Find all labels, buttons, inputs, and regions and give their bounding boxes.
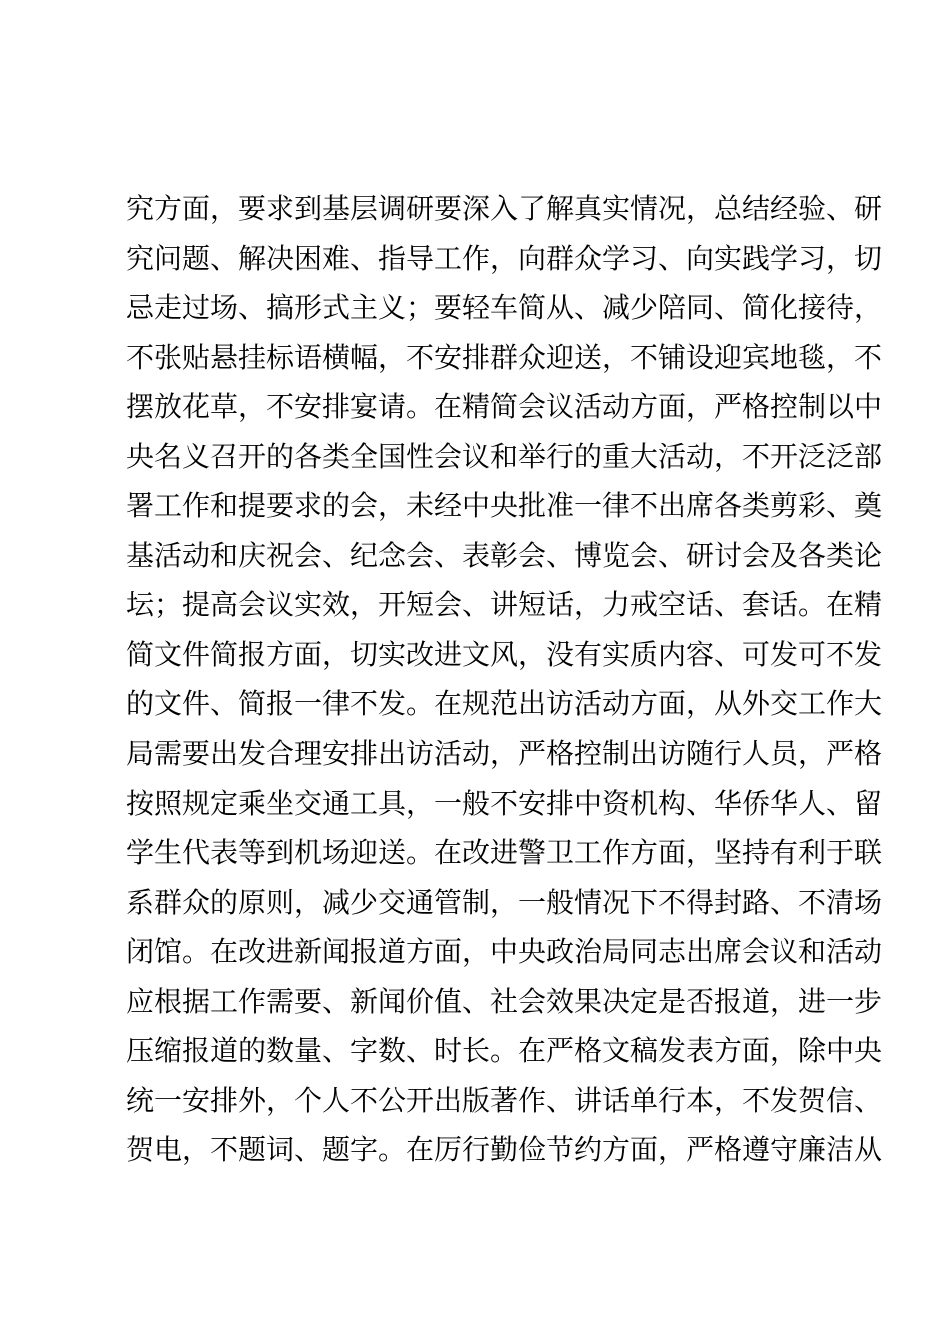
text-line: 忌走过场、搞形式主义；要轻车简从、减少陪同、简化接待， [126, 291, 883, 325]
text-line: 央名义召开的各类全国性会议和举行的重大活动，不开泛泛部 [126, 439, 883, 473]
text-line: 学生代表等到机场迎送。在改进警卫工作方面，坚持有利于联 [126, 836, 883, 870]
text-line: 系群众的原则，减少交通管制，一般情况下不得封路、不清场 [126, 885, 883, 919]
text-line: 摆放花草，不安排宴请。在精简会议活动方面，严格控制以中 [126, 390, 883, 424]
text-line: 基活动和庆祝会、纪念会、表彰会、博览会、研讨会及各类论 [126, 538, 883, 572]
text-line: 不张贴悬挂标语横幅，不安排群众迎送，不铺设迎宾地毯，不 [126, 340, 883, 374]
text-line: 简文件简报方面，切实改进文风，没有实质内容、可发可不发 [126, 637, 883, 671]
text-line: 压缩报道的数量、字数、时长。在严格文稿发表方面，除中央 [126, 1034, 883, 1068]
text-line: 署工作和提要求的会，未经中央批准一律不出席各类剪彩、奠 [126, 489, 883, 523]
text-line: 究问题、解决困难、指导工作，向群众学习、向实践学习，切 [126, 241, 883, 275]
text-line: 的文件、简报一律不发。在规范出访活动方面，从外交工作大 [126, 687, 883, 721]
text-line: 坛；提高会议实效，开短会、讲短话，力戒空话、套话。在精 [126, 588, 883, 622]
text-line: 局需要出发合理安排出访活动，严格控制出访随行人员，严格 [126, 737, 883, 771]
text-line: 究方面，要求到基层调研要深入了解真实情况，总结经验、研 [126, 192, 883, 225]
text-line: 闭馆。在改进新闻报道方面，中央政治局同志出席会议和活动 [126, 935, 883, 969]
text-line: 应根据工作需要、新闻价值、社会效果决定是否报道，进一步 [126, 984, 883, 1018]
body-paragraph [126, 184, 883, 1175]
text-line: 统一安排外，个人不公开出版著作、讲话单行本，不发贺信、 [126, 1083, 883, 1117]
text-line: 贺电，不题词、题字。在厉行勤俭节约方面，严格遵守廉洁从 [126, 1133, 883, 1167]
text-line: 按照规定乘坐交通工具，一般不安排中资机构、华侨华人、留 [126, 786, 883, 820]
